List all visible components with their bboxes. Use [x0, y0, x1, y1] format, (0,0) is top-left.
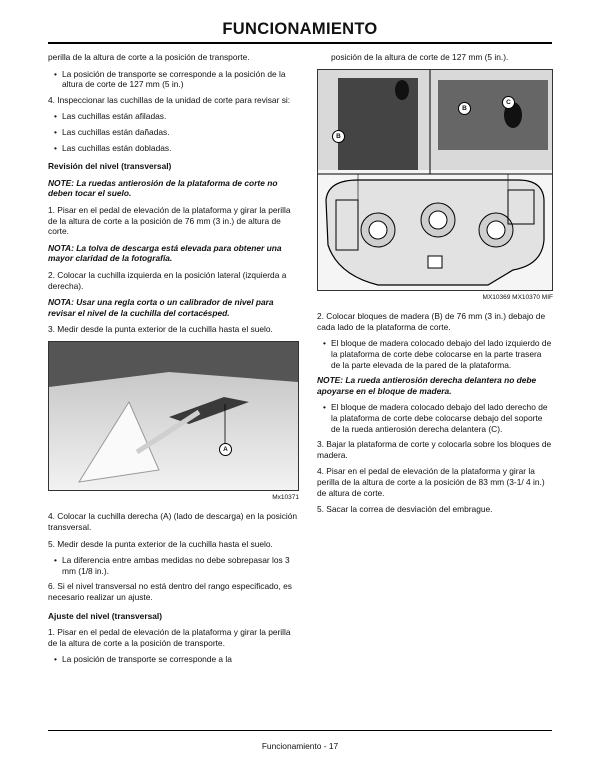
bullet-item: • Las cuchillas están afiladas.: [48, 111, 299, 122]
header-rule: [48, 42, 552, 44]
figure-caption: Mx10371: [272, 493, 299, 501]
paragraph: 4. Pisar en el pedal de elevación de la plataforma y girar la perilla de la altura de corte a la posición de 83 mm (3-1/ 4 in.) de altura de corte.: [317, 466, 545, 498]
left-column: [48, 52, 299, 670]
section-heading: Ajuste del nivel (transversal): [48, 610, 163, 621]
section-heading: Revisión del nivel (transversal): [48, 161, 172, 172]
paragraph: 2. Colocar bloques de madera (B) de 76 mm (3 in.) debajo de cada lado de la plataforma de corte.: [317, 311, 546, 332]
bullet-item: • La diferencia entre ambas medidas no debe sobrepasar los 3 mm (1/8 in.).: [48, 555, 299, 576]
page-number: Funcionamiento - 17: [261, 741, 339, 751]
blade-level-photo: [48, 341, 299, 491]
paragraph: 1. Pisar en el pedal de elevación de la plataforma y girar la perilla de la altura de corte a la posición de 76 mm (3 in.) de altura de corte.: [48, 204, 291, 237]
footer-rule: [48, 730, 552, 731]
paragraph: 3. Bajar la plataforma de corte y colocarla sobre los bloques de madera.: [317, 439, 552, 460]
mower-deck-photo: [317, 69, 553, 291]
note: NOTE: La ruedas antierosión de la plataforma de corte no deben tocar el suelo.: [48, 177, 278, 199]
note: NOTE: La rueda antierosión derecha delantera no debe apoyarse en el bloque de madera.: [317, 375, 537, 396]
paragraph: 5. Medir desde la punta exterior de la cuchilla hasta el suelo.: [48, 538, 273, 549]
callout-c: C: [502, 96, 515, 109]
paragraph: posición de la altura de corte de 127 mm (5 in.).: [331, 52, 509, 62]
paragraph: 4. Colocar la cuchilla derecha (A) (lado de descarga) en la posición transversal.: [48, 511, 298, 533]
paragraph: 1. Pisar en el pedal de elevación de la plataforma y girar la perilla de la altura de corte a la posición de transporte.: [48, 627, 291, 648]
mower-deck-illustration: [318, 70, 552, 290]
bullet-item: • La posición de transporte se corresponde a la: [48, 654, 299, 665]
callout-b-right: B: [458, 102, 471, 115]
bullet-item: • Las cuchillas están dobladas.: [48, 143, 299, 154]
bullet-item: • El bloque de madera colocado debajo del lado izquierdo de la plataforma de corte debe colocarse en la parte trasera de la parte elevada de la pared de la plataforma.: [317, 338, 553, 370]
callout-b-left: B: [332, 130, 345, 143]
paragraph: 3. Medir desde la punta exterior de la cuchilla hasta el suelo.: [48, 324, 273, 335]
note: NOTA: La tolva de descarga está elevada para obtener una mayor claridad de la fotografía.: [48, 242, 282, 264]
bullet-item: • El bloque de madera colocado debajo del lado derecho de la plataforma de corte debe colocarse debajo del soporte de la rueda antierosión derecha delantera (C).: [317, 402, 553, 434]
note: NOTA: Usar una regla corta o un calibrador de nivel para revisar el nivel de la cuchilla del cortacésped.: [48, 297, 274, 318]
figure-caption: MX10369 MX10370 MIF: [482, 293, 553, 301]
page-footer: [48, 730, 552, 751]
paragraph: 5. Sacar la correa de desviación del embrague.: [317, 504, 493, 515]
page-header: [48, 20, 552, 44]
bullet-item: • Las cuchillas están dañadas.: [48, 127, 299, 138]
right-column: [317, 52, 553, 521]
callout-a: A: [219, 443, 232, 456]
page-title: FUNCIONAMIENTO: [222, 20, 378, 38]
bullet-item: • La posición de transporte se corresponde a la posición de la altura de corte de 127 mm (5 in.): [48, 69, 299, 90]
paragraph: 2. Colocar la cuchilla izquierda en la posición lateral (izquierda a derecha).: [48, 269, 287, 291]
blade-level-illustration: [49, 342, 298, 490]
paragraph: perilla de la altura de corte a la posición de transporte.: [48, 52, 250, 62]
paragraph: 4. Inspeccionar las cuchillas de la unidad de corte para revisar si:: [48, 94, 291, 105]
paragraph: 6. Si el nivel transversal no está dentro del rango especificado, es necesario realizar un ajuste.: [48, 581, 292, 603]
